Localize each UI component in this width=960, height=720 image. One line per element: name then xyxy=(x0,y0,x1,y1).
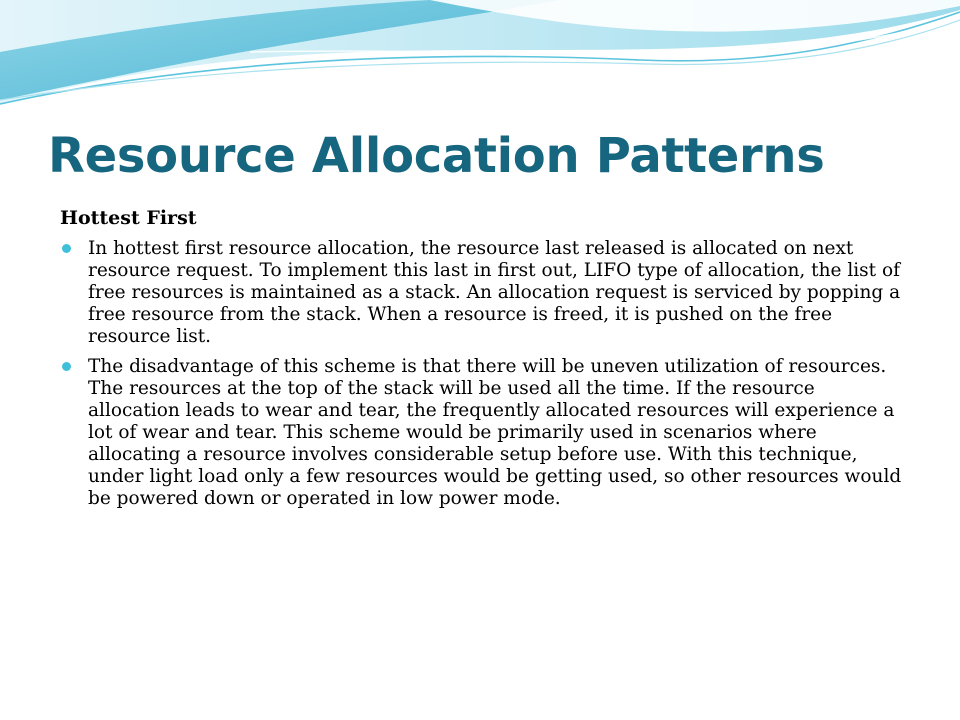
bullet-dot-icon xyxy=(62,362,71,371)
bullet-text: The disadvantage of this scheme is that there will be uneven utilization of resources. The resources at the top of the stack will be used all the time. If the resource allocation leads to wear and tear, the frequently allocated resources will experience a lot of wear and tear. This scheme would be primarily used in scenarios where allocating a resource involves considerable setup before use. With this technique, under light load only a few resources would be getting used, so other resources would be powered down or operated in low power mode. xyxy=(88,356,902,509)
bullet-text: In hottest first resource allocation, the resource last released is allocated on next resource request. To implement this last in first out, LIFO type of allocation, the list of free resources is maintained as a stack. An allocation request is serviced by popping a free resource from the stack. When a resource is freed, it is pushed on the free resource list. xyxy=(88,238,901,347)
slide-title: Resource Allocation Patterns xyxy=(48,128,825,184)
bullet-item xyxy=(60,238,910,348)
slide-content xyxy=(60,204,910,518)
header-wave-decoration xyxy=(0,0,960,120)
bullet-item xyxy=(60,356,910,510)
bullet-list xyxy=(60,238,910,510)
subheading: Hottest First xyxy=(60,207,197,229)
bullet-dot-icon xyxy=(62,244,71,253)
